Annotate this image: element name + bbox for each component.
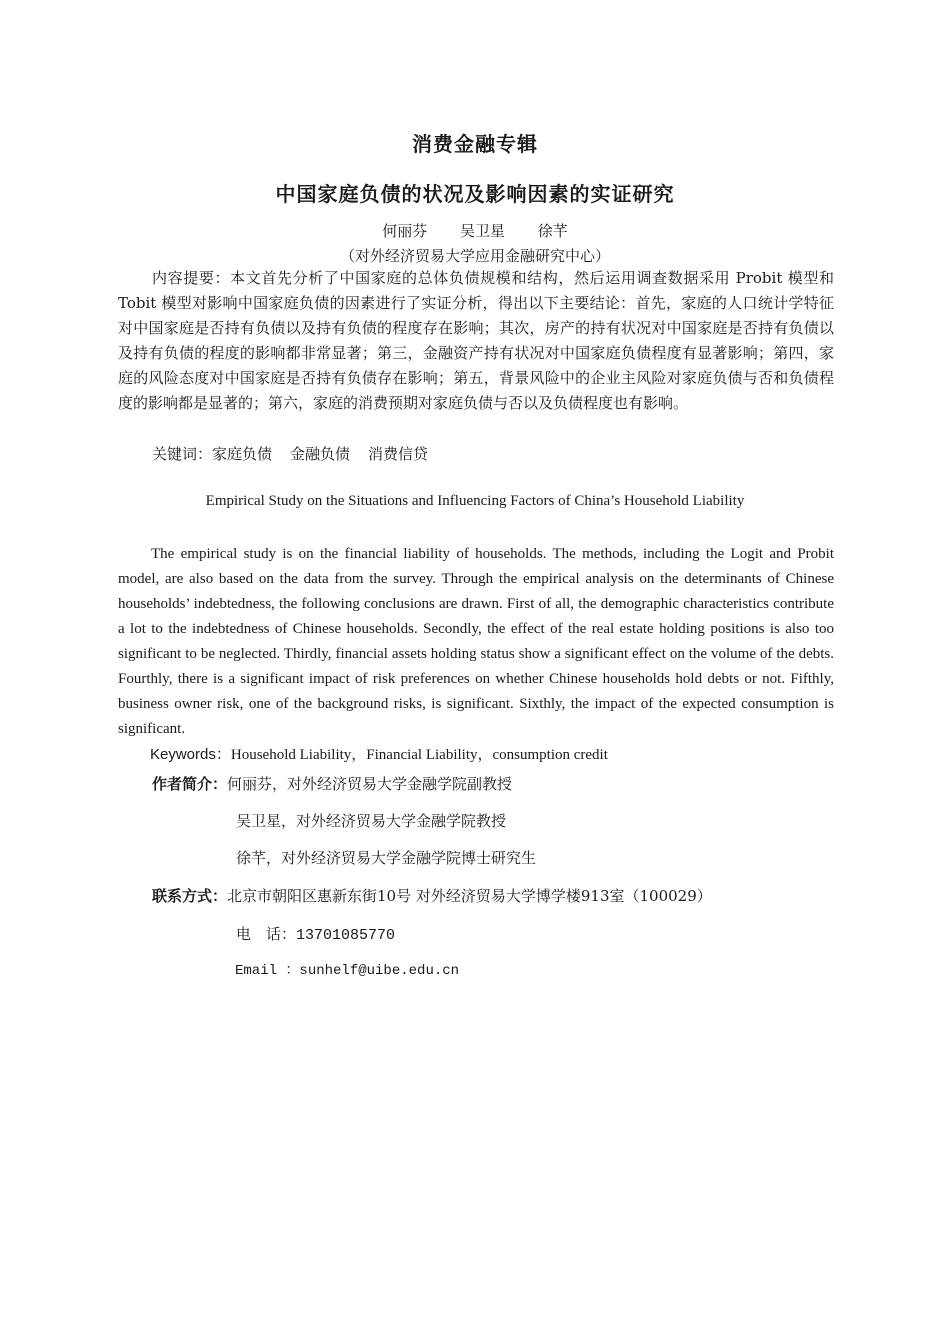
author-bio-line: 何丽芬，对外经济贸易大学金融学院副教授 <box>227 775 513 793</box>
abstract-en: The empirical study is on the financial liability of households. The methods, including the Logit and Probit model, are also based on the data from the survey. Through the empirical analysis on the determinants of Chinese households’ indebtedness, the following conclusions are drawn. First of all, the demographic characteristics contribute a lot to the indebtedness of Chinese households. Secondly, the effect of the real estate holding positions is also too significant to be neglected. Thirdly, financial assets holding status show a significant effect on the volume of the debts. Fourthly, there is a significant impact of risk preferences on whether Chinese households hold debts or not. Fifthly, business owner risk, one of the background risks, is significant. Sixthly, the impact of the expected consumption is significant. <box>118 546 834 737</box>
keywords-cn-label: 关键词： <box>152 445 213 463</box>
keywords-en-text: Household Liability，Financial Liability，consumption credit <box>230 747 608 763</box>
contact-label: 联系方式： <box>152 887 228 905</box>
keyword-item: 家庭负债 <box>212 445 273 463</box>
affiliation: （对外经济贸易大学应用金融研究中心） <box>339 247 610 265</box>
contact-address: 北京市朝阳区惠新东街10号 对外经济贸易大学博学楼913室（100029） <box>227 887 712 905</box>
contact-address-row <box>152 885 712 907</box>
keyword-item: 金融负债 <box>290 445 351 463</box>
author-bio-label: 作者简介： <box>152 775 228 793</box>
abstract-cn: 内容提要：本文首先分析了中国家庭的总体负债规模和结构，然后运用调查数据采用 Probit 模型和 Tobit 模型对影响中国家庭负债的因素进行了实证分析，得出以下主要结论：首先，家庭的人口统计学特征对中国家庭是否持有负债以及持有负债的程度存在影响；其次，房产的持有状况对中国家庭是否持有负债以及持有负债的程度的影响都非常显著；第三，金融资产持有状况对中国家庭负债程度有显著影响；第四，家庭的风险态度对中国家庭是否持有负债存在影响；第五，背景风险中的企业主风险对家庭负债与否和负债程度的影响都是显著的；第六，家庭的消费预期对家庭负债与否以及负债程度也有影响。 <box>118 269 834 412</box>
keyword-item: 消费信贷 <box>368 445 429 463</box>
keywords-en-label: Keywords： <box>150 746 231 763</box>
author-name: 何丽芬 <box>382 222 428 240</box>
author-name: 徐芊 <box>537 222 568 240</box>
paper-title-cn: 中国家庭负债的状况及影响因素的实证研究 <box>275 182 675 206</box>
contact-email-row <box>235 960 459 982</box>
phone-label: 电 话： <box>236 925 297 943</box>
keywords-en <box>150 742 608 768</box>
paper-title-en: Empirical Study on the Situations and Influencing Factors of China’s Household Liability <box>205 493 745 509</box>
email-label: Email ： <box>235 963 300 979</box>
author-bio <box>152 773 512 795</box>
author-bio-line: 徐芊，对外经济贸易大学金融学院博士研究生 <box>236 849 537 867</box>
column-title: 消费金融专辑 <box>412 132 538 156</box>
contact-phone-row <box>236 923 395 947</box>
author-bio-line: 吴卫星，对外经济贸易大学金融学院教授 <box>236 812 507 830</box>
phone-number: 13701085770 <box>296 927 396 944</box>
author-list <box>0 220 950 241</box>
keywords-cn <box>152 442 446 467</box>
email-address: sunhelf@uibe.edu.cn <box>299 963 460 979</box>
author-name: 吴卫星 <box>459 222 505 240</box>
